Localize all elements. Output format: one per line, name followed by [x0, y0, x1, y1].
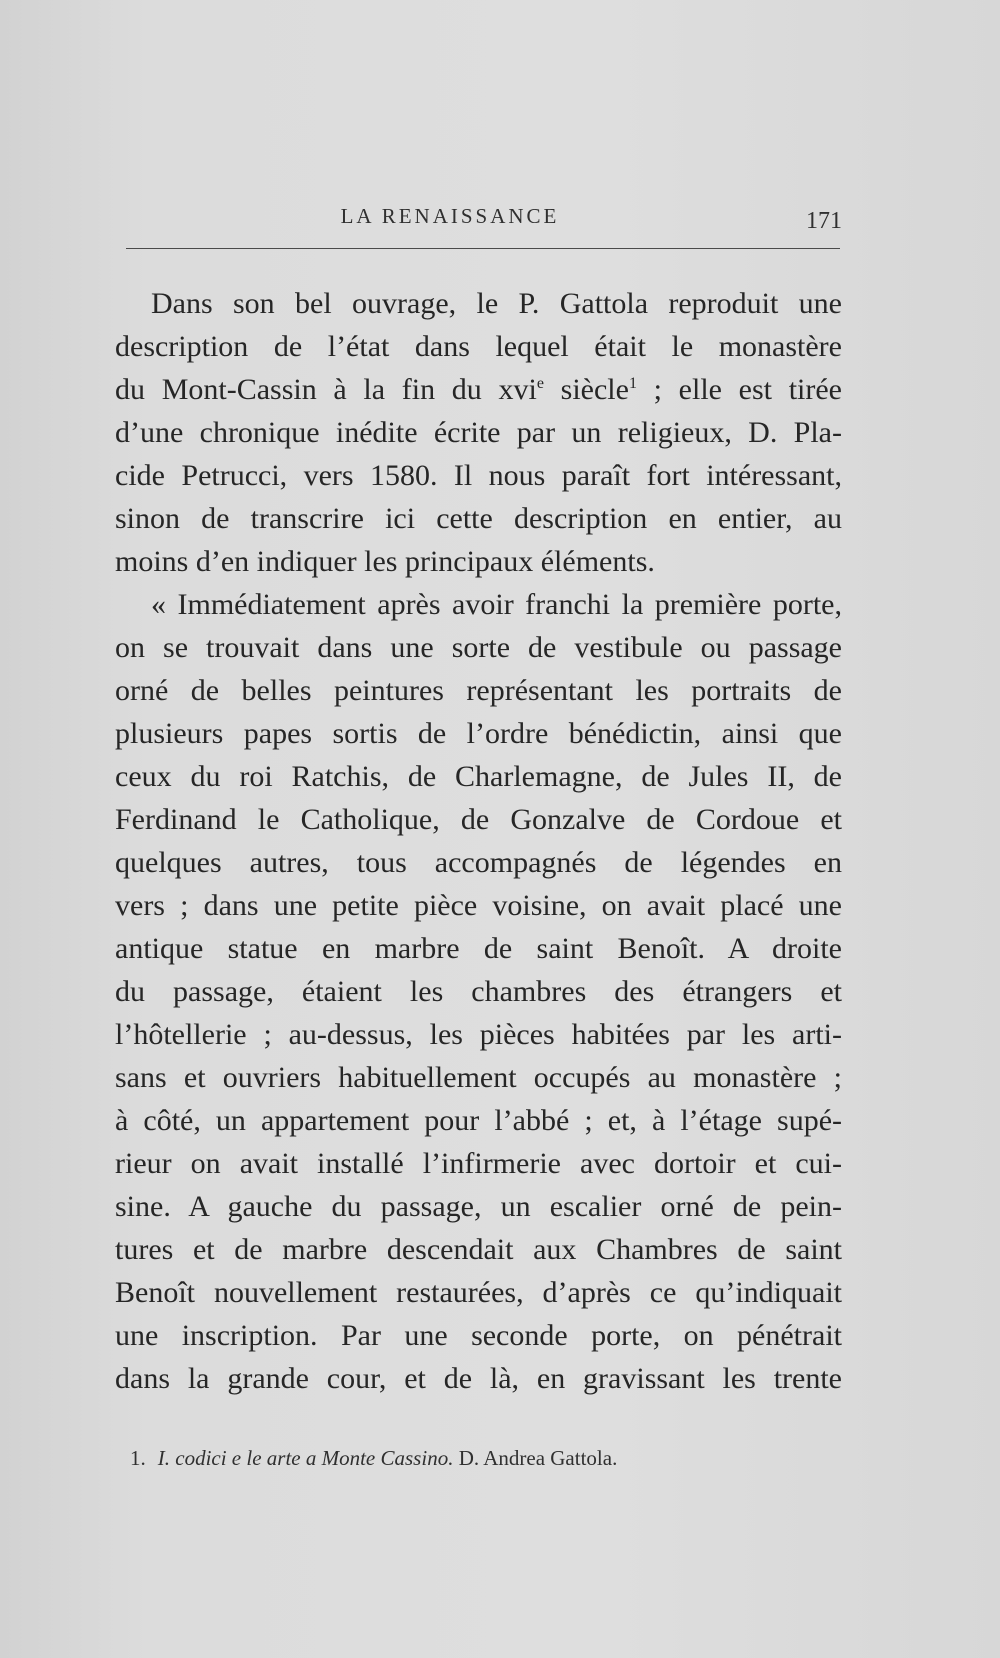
- text-line: moins d’en indiquer les principaux éléments.: [115, 545, 655, 578]
- text-line: cide Petrucci, vers 1580. Il nous paraît fort intéressant,: [115, 459, 842, 492]
- text-line: Benoît nouvellement restaurées, d’après ce qu’indiquait: [115, 1276, 842, 1309]
- text-line: sine. A gauche du passage, un escalier orné de pein-: [115, 1190, 842, 1223]
- text-line: vers ; dans une petite pièce voisine, on avait placé une: [115, 889, 842, 922]
- footnote-reference: 1: [628, 375, 637, 392]
- text-line: tures et de marbre descendait aux Chambres de saint: [115, 1233, 842, 1266]
- page-header: [120, 196, 840, 236]
- text-fragment: du Mont-Cassin à la fin du xvi: [115, 373, 537, 406]
- text-line: l’hôtellerie ; au-dessus, les pièces habitées par les arti-: [115, 1018, 842, 1051]
- footnote: [130, 1446, 830, 1471]
- text-line: Ferdinand le Catholique, de Gonzalve de Cordoue et: [115, 803, 842, 836]
- header-rule: [126, 248, 840, 249]
- body-text: [115, 282, 842, 1400]
- text-fragment: ; elle est tirée: [636, 373, 842, 406]
- text-line: une inscription. Par une seconde porte, on pénétrait: [115, 1319, 842, 1352]
- text-line: à côté, un appartement pour l’abbé ; et, à l’étage supé-: [115, 1104, 842, 1137]
- text-line: d’une chronique inédite écrite par un religieux, D. Pla-: [115, 416, 842, 449]
- text-line: dans la grande cour, et de là, en gravissant les trente: [115, 1362, 842, 1395]
- text-line: ceux du roi Ratchis, de Charlemagne, de Jules II, de: [115, 760, 842, 793]
- text-line: quelques autres, tous accompagnés de légendes en: [115, 846, 842, 879]
- footnote-title: I. codici e le arte a Monte Cassino.: [157, 1446, 454, 1470]
- text-line: antique statue en marbre de saint Benoît. A droite: [115, 932, 842, 965]
- text-line: sinon de transcrire ici cette description en entier, au: [115, 502, 842, 535]
- text-line: Dans son bel ouvrage, le P. Gattola reproduit une: [151, 287, 842, 320]
- text-line: sans et ouvriers habituellement occupés au monastère ;: [115, 1061, 842, 1094]
- page-number: 171: [806, 208, 842, 234]
- footnote-number: 1.: [130, 1446, 146, 1470]
- text-line: orné de belles peintures représentant les portraits de: [115, 674, 842, 707]
- text-line-with-footnote: [115, 368, 842, 411]
- text-line: description de l’état dans lequel était le monastère: [115, 330, 842, 363]
- text-line: « Immédiatement après avoir franchi la première porte,: [151, 588, 842, 621]
- running-title: LA RENAISSANCE: [340, 204, 560, 228]
- text-line: rieur on avait installé l’infirmerie avec dortoir et cui-: [115, 1147, 842, 1180]
- text-line: on se trouvait dans une sorte de vestibule ou passage: [115, 631, 842, 664]
- text-line: plusieurs papes sortis de l’ordre bénédictin, ainsi que: [115, 717, 842, 750]
- text-fragment: siècle: [543, 373, 629, 406]
- footnote-author: D. Andrea Gattola.: [453, 1446, 618, 1470]
- superscript: e: [536, 375, 544, 392]
- text-line: du passage, étaient les chambres des étrangers et: [115, 975, 842, 1008]
